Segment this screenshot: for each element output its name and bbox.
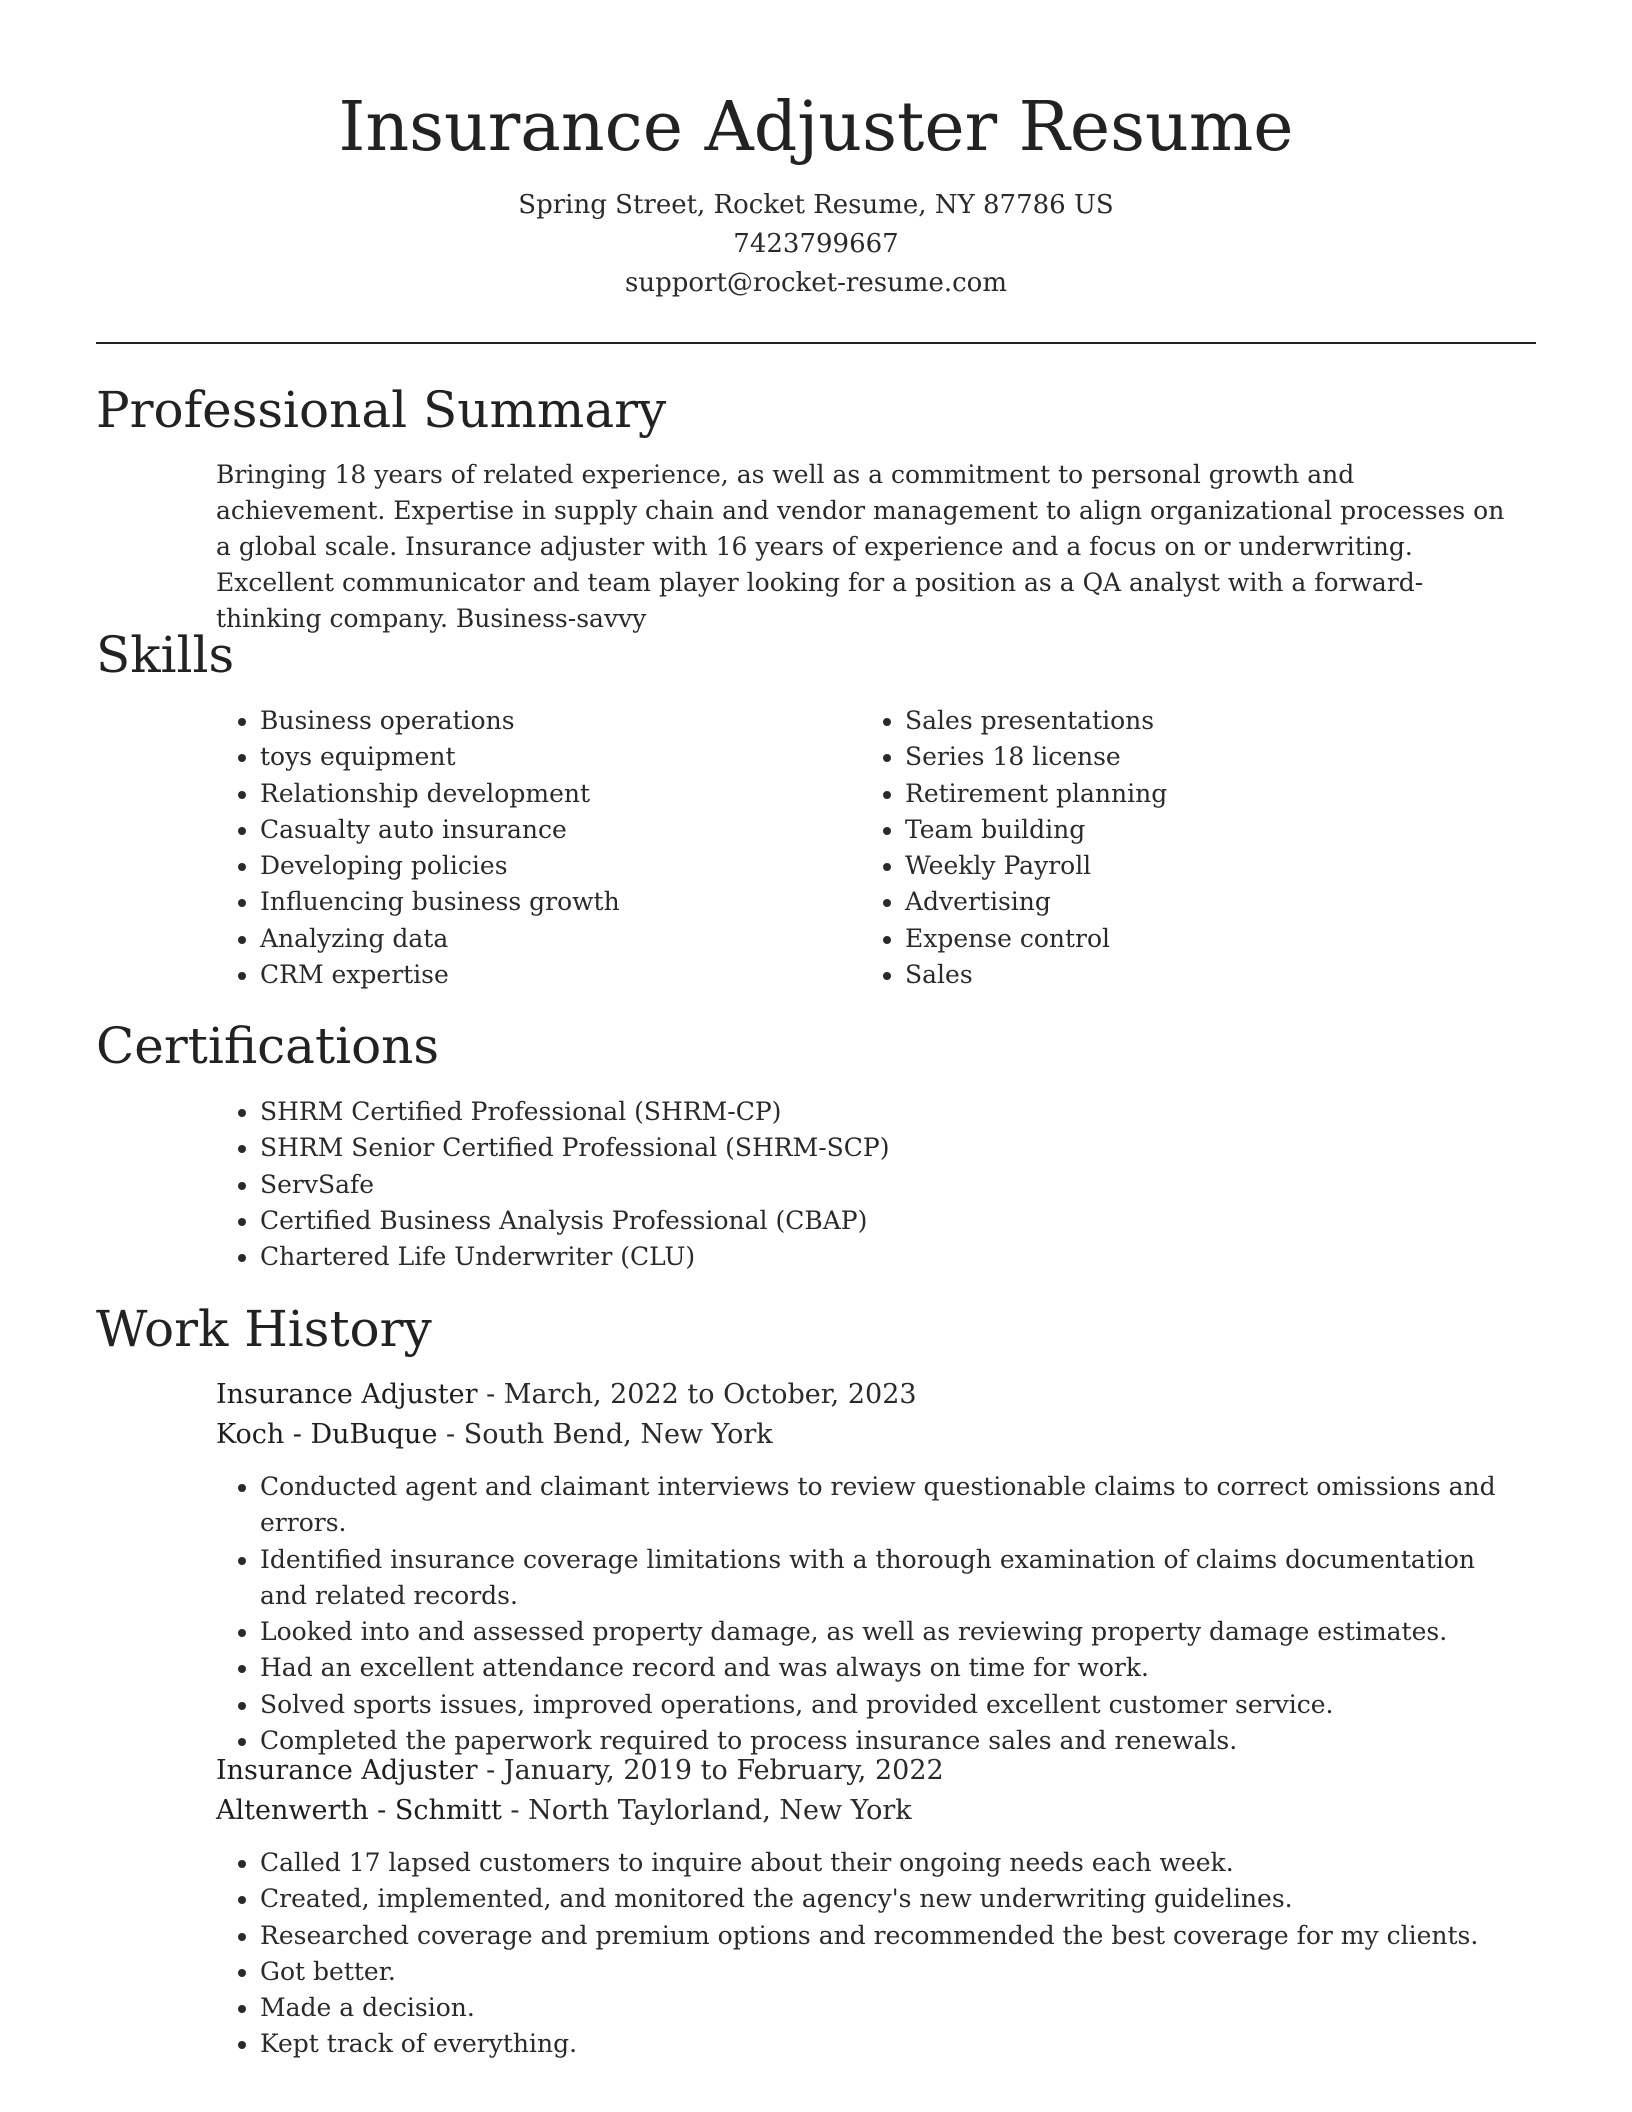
- list-item: • ServSafe: [260, 1167, 1516, 1203]
- list-item: • Sales: [905, 957, 1481, 993]
- list-item: • Completed the paperwork required to process insurance sales and renewals.: [260, 1723, 1516, 1759]
- certifications-block: [216, 1094, 1516, 1275]
- contact-address: Spring Street, Rocket Resume, NY 87786 US: [518, 190, 1114, 220]
- job-location: - South Bend, New York: [437, 1419, 773, 1450]
- list-item: • CRM expertise: [260, 957, 836, 993]
- list-item: • Identified insurance coverage limitations with a thorough examination of claims documentation and related records.: [260, 1542, 1516, 1615]
- list-item: • Expense control: [905, 921, 1481, 957]
- contact-phone: 7423799667: [733, 229, 899, 259]
- contact-email: support@rocket-resume.com: [624, 268, 1007, 298]
- job-location: - North Taylorland, New York: [501, 1795, 912, 1826]
- skills-column-left: [216, 703, 836, 993]
- list-item: • SHRM Certified Professional (SHRM-CP): [260, 1094, 1516, 1130]
- list-item: • Relationship development: [260, 776, 836, 812]
- job-role: Insurance Adjuster: [216, 1379, 478, 1410]
- list-item: • Looked into and assessed property damage, as well as reviewing property damage estimates.: [260, 1614, 1516, 1650]
- skills-column-right: [861, 703, 1481, 993]
- job-dates: - March, 2022 to October, 2023: [477, 1379, 917, 1410]
- list-item: • SHRM Senior Certified Professional (SHRM-SCP): [260, 1130, 1516, 1166]
- list-item: • Weekly Payroll: [905, 848, 1481, 884]
- header-divider: [96, 342, 1536, 344]
- list-item: • Business operations: [260, 703, 836, 739]
- list-item: • Casualty auto insurance: [260, 812, 836, 848]
- list-item: • Solved sports issues, improved operations, and provided excellent customer service.: [260, 1687, 1516, 1723]
- certifications-list: [216, 1094, 1516, 1275]
- list-item: • Called 17 lapsed customers to inquire about their ongoing needs each week.: [260, 1845, 1516, 1881]
- list-item: • Conducted agent and claimant interviews to review questionable claims to correct omissions and errors.: [260, 1469, 1516, 1542]
- resume-name: Insurance Adjuster Resume: [338, 88, 1294, 167]
- job-2-bullets: [216, 1845, 1516, 2063]
- list-item: • Created, implemented, and monitored the agency's new underwriting guidelines.: [260, 1881, 1516, 1917]
- work-history-heading: Work History: [96, 1300, 432, 1358]
- list-item: • Retirement planning: [905, 776, 1481, 812]
- job-entry-2: [216, 1751, 1516, 1831]
- skills-heading: Skills: [96, 626, 235, 684]
- list-item: • Chartered Life Underwriter (CLU): [260, 1239, 1516, 1275]
- list-item: • Had an excellent attendance record and was always on time for work.: [260, 1650, 1516, 1686]
- summary-heading: Professional Summary: [96, 381, 667, 439]
- job-1-bullets: [216, 1469, 1516, 1759]
- job-title-line: [216, 1375, 1516, 1415]
- list-item: • Got better.: [260, 1954, 1516, 1990]
- resume-header: [96, 84, 1536, 303]
- contact-info: [96, 186, 1536, 303]
- job-company: Altenwerth - Schmitt: [216, 1795, 502, 1826]
- list-item: • Certified Business Analysis Professional (CBAP): [260, 1203, 1516, 1239]
- list-item: • Series 18 license: [905, 739, 1481, 775]
- list-item: • Influencing business growth: [260, 884, 836, 920]
- list-item: • Researched coverage and premium options and recommended the best coverage for my clients.: [260, 1918, 1516, 1954]
- job-entry-1: [216, 1375, 1516, 1455]
- summary-text: Bringing 18 years of related experience, as well as a commitment to personal growth and achievement. Expertise in supply chain and vendor management to align organizational processes on a global scale. Insurance adjuster with 16 years of experience and a focus on or underwriting. Excellent communicator and team player looking for a position as a QA analyst with a forward-thinking company. Business-savvy: [216, 460, 1505, 633]
- skills-list-right: [861, 703, 1481, 993]
- list-item: • Made a decision.: [260, 1990, 1516, 2026]
- list-item: • toys equipment: [260, 739, 836, 775]
- list-item: • Developing policies: [260, 848, 836, 884]
- job-1-list: [216, 1469, 1516, 1759]
- skills-list-left: [216, 703, 836, 993]
- list-item: • Sales presentations: [905, 703, 1481, 739]
- job-role: Insurance Adjuster: [216, 1755, 478, 1786]
- job-title-line: [216, 1751, 1516, 1791]
- job-company: Koch - DuBuque: [216, 1419, 438, 1450]
- job-dates: - January, 2019 to February, 2022: [477, 1755, 944, 1786]
- list-item: • Analyzing data: [260, 921, 836, 957]
- list-item: • Team building: [905, 812, 1481, 848]
- job-company-line: [216, 1791, 1516, 1831]
- list-item: • Advertising: [905, 884, 1481, 920]
- certifications-heading: Certifications: [96, 1017, 440, 1075]
- job-company-line: [216, 1415, 1516, 1455]
- list-item: • Kept track of everything.: [260, 2026, 1516, 2062]
- job-2-list: [216, 1845, 1516, 2063]
